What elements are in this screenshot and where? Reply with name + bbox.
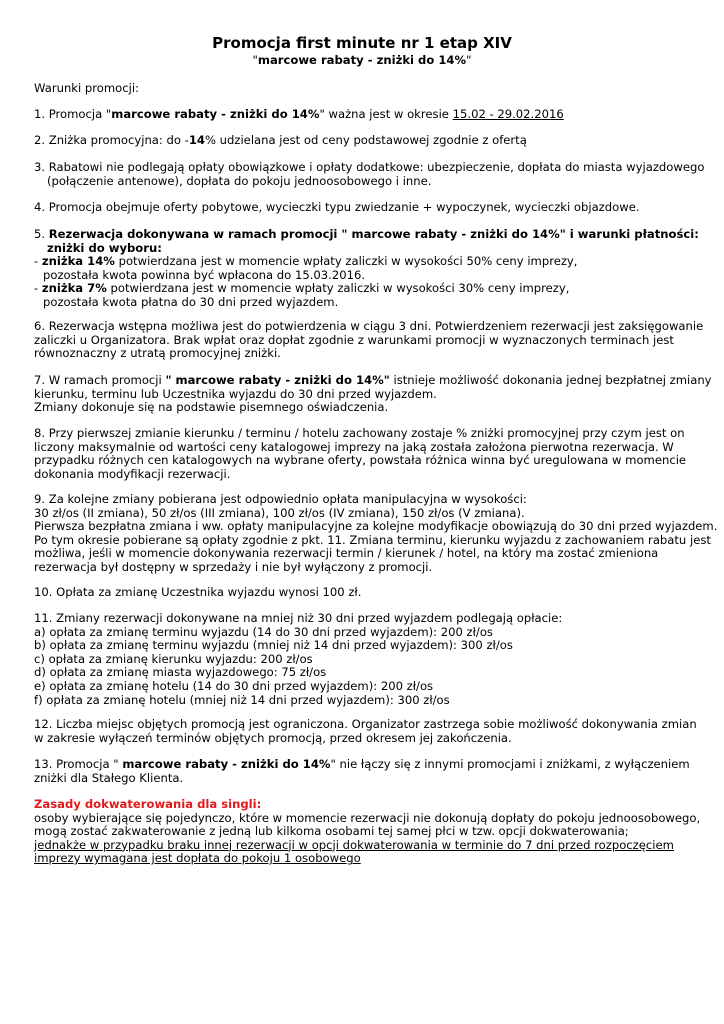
page-subtitle xyxy=(0,53,724,67)
condition-7-promo-name: " marcowe rabaty - zniżki do 14%" xyxy=(165,373,390,387)
subtitle-quote-open: " xyxy=(252,53,258,67)
bullet-dash: - xyxy=(34,281,42,296)
condition-13-text: 13. Promocja " xyxy=(34,757,123,771)
condition-2 xyxy=(34,134,694,148)
condition-5-line xyxy=(34,227,699,242)
condition-7-line: Zmiany dokonuje się na podstawie pisemnego oświadczenia. xyxy=(34,400,389,415)
condition-1 xyxy=(34,108,694,122)
condition-5-line: pozostała kwota płatna do 30 dni przed wyjazdem. xyxy=(43,294,339,309)
condition-5 xyxy=(34,227,699,310)
condition-2-discount: 14 xyxy=(188,133,205,147)
singles-heading: Zasady dokwaterowania dla singli: xyxy=(34,797,262,811)
condition-6-line: zaliczki u Organizatora. Brak wpłat oraz dopłat zgodnie z warunkami promocji w wyznaczonych terminach jest xyxy=(34,332,674,347)
condition-2-text-2: % udzielana jest od ceny podstawowej zgodnie z ofertą xyxy=(204,133,527,147)
condition-7-line: kierunku, terminu lub Uczestnika wyjazdu do 30 dni przed wyjazdem. xyxy=(34,386,437,401)
condition-13-line: zniżki dla Stałego Klienta. xyxy=(34,770,184,785)
condition-13-text-2: " nie łączy się z innymi promocjami i zniżkami, z wyłączeniem xyxy=(330,757,690,771)
singles-line: osoby wybierające się pojedynczo, które w momencie rezerwacji nie dokonują dopłaty do pokoju jednoosobowego, xyxy=(34,810,701,825)
condition-8-line: 8. Przy pierwszej zmianie kierunku / terminu / hotelu zachowany zostaje % zniżki promocyjnej przy czym jest on xyxy=(34,426,685,440)
condition-11 xyxy=(34,612,694,707)
condition-10: 10. Opłata za zmianę Uczestnika wyjazdu wynosi 100 zł. xyxy=(34,585,362,599)
intro-text: Warunki promocji: xyxy=(34,81,139,95)
condition-7-text-2: istnieje możliwość dokonania jednej bezpłatnej zmiany xyxy=(389,373,712,387)
condition-13 xyxy=(34,758,694,785)
condition-9-fees: 30 zł/os (II zmiana), 50 zł/os (III zmiana), 100 zł/os (IV zmiana), 150 zł/os (V zmiana). xyxy=(34,505,525,520)
condition-6-line: 6. Rezerwacja wstępna możliwa jest do potwierdzenia w ciągu 3 dni. Potwierdzeniem rezerwacji jest zaksięgowanie xyxy=(34,319,704,333)
condition-13-promo-name: marcowe rabaty - zniżki do 14% xyxy=(122,757,331,771)
condition-5-line: pozostała kwota powinna być wpłacona do 15.03.2016. xyxy=(43,267,366,282)
condition-12-line: w zakresie wyłączeń terminów objętych promocją, przed okresem jej zakończenia. xyxy=(34,730,512,745)
fee-item: d) opłata za zmianę miasta wyjazdowego: 75 zł/os xyxy=(34,665,327,680)
condition-6 xyxy=(34,319,704,361)
subtitle-quote-close: " xyxy=(466,53,472,67)
condition-8 xyxy=(34,427,694,481)
condition-3 xyxy=(34,160,705,188)
condition-1-text: 1. Promocja " xyxy=(34,107,112,121)
condition-5-number: 5. xyxy=(34,227,49,241)
condition-8-line: dokonania modyfikacji rezerwacji. xyxy=(34,466,231,481)
option-14-label: zniżka 14% xyxy=(41,254,115,269)
condition-8-line: liczony maksymalnie od wartości ceny katalogowej imprezy na jaką została założona pierwotna rezerwacja. W xyxy=(34,439,674,454)
condition-1-date-range: 15.02 - 29.02.2016 xyxy=(452,107,564,121)
option-7-label: zniżka 7% xyxy=(41,281,107,296)
condition-9-line: Po tym okresie pobierane są opłaty zgodnie z pkt. 11. Zmiana terminu, kierunku wyjazdu z zachowaniem rabatu jest xyxy=(34,532,711,547)
condition-9-line: możliwa, jeśli w momencie dokonywania rezerwacji termin / kierunek / hotel, na który ma zostać zmieniona xyxy=(34,546,659,561)
condition-5-option-14 xyxy=(34,255,694,269)
condition-1-text-2: " ważna jest w okresie xyxy=(319,107,453,121)
option-14-text: potwierdzana jest w momencie wpłaty zaliczki w wysokości 50% ceny imprezy, xyxy=(114,254,578,269)
condition-3-line: (połączenie antenowe), dopłata do pokoju jednoosobowego i inne. xyxy=(47,173,432,188)
bullet-dash: - xyxy=(34,254,42,269)
condition-1-promo-name: marcowe rabaty - zniżki do 14% xyxy=(111,107,320,121)
condition-9-line: Pierwsza bezpłatna zmiana i ww. opłaty manipulacyjne za kolejne modyfikacje obowiązują do 30 dni przed wyjazdem. xyxy=(34,519,718,534)
page-title: Promocja first minute nr 1 etap XIV xyxy=(212,34,512,52)
fee-item: b) opłata za zmianę terminu wyjazdu (mniej niż 14 dni przed wyjazdem): 300 zł/os xyxy=(34,638,513,653)
condition-2-text: 2. Zniżka promocyjna: do - xyxy=(34,133,189,147)
fee-item: f) opłata za zmianę hotelu (mniej niż 14 dni przed wyjazdem): 300 zł/os xyxy=(34,692,450,707)
condition-13-line xyxy=(34,758,694,772)
condition-9-line: 9. Za kolejne zmiany pobierana jest odpowiednio opłata manipulacyjna w wysokości: xyxy=(34,492,527,506)
condition-5-heading: Rezerwacja dokonywana w ramach promocji " marcowe rabaty - zniżki do 14%" i warunki płatności: xyxy=(48,227,699,241)
fee-item: a) opłata za zmianę terminu wyjazdu (14 do 30 dni przed wyjazdem): 200 zł/os xyxy=(34,624,493,639)
singles-line: mogą zostać zakwaterowanie z jedną lub kilkoma osobami tej samej płci w tzw. opcji dokwaterowania; xyxy=(34,824,629,839)
condition-11-line: 11. Zmiany rezerwacji dokonywane na mniej niż 30 dni przed wyjazdem podlegają opłacie: xyxy=(34,611,563,625)
condition-5-subheading: zniżki do wyboru: xyxy=(47,240,162,255)
singles-section xyxy=(34,797,701,866)
condition-12 xyxy=(34,717,697,745)
singles-underlined-line: jednakże w przypadku braku innej rezerwacji w opcji dokwaterowania w terminie do 7 dni przed rozpoczęciem xyxy=(34,837,674,852)
subtitle-promo-name: marcowe rabaty - zniżki do 14% xyxy=(257,53,467,67)
fee-item: c) opłata za zmianę kierunku wyjazdu: 200 zł/os xyxy=(34,651,313,666)
condition-12-line: 12. Liczba miejsc objętych promocją jest ograniczona. Organizator zastrzega sobie możliwość dokonywania zmian xyxy=(34,717,697,731)
condition-6-line: równoznaczny z utratą promocyjnej zniżki. xyxy=(34,346,281,361)
condition-7-line xyxy=(34,373,712,388)
fee-item: e) opłata za zmianę hotelu (14 do 30 dni przed wyjazdem): 200 zł/os xyxy=(34,678,434,693)
condition-7-text: 7. W ramach promocji xyxy=(34,373,166,387)
singles-underlined-line: imprezy wymagana jest dopłata do pokoju 1 osobowego xyxy=(34,851,361,866)
condition-5-option-7 xyxy=(34,282,694,296)
condition-7 xyxy=(34,373,712,415)
condition-9-line: rezerwacja był dostępny w sprzedaży i nie był wyłączony z promocji. xyxy=(34,559,433,574)
condition-9 xyxy=(34,492,718,575)
condition-8-line: przypadku różnych cen katalogowych na wybrane oferty, powstała różnica winna być uregulowana w momencie xyxy=(34,453,687,468)
option-7-text: potwierdzana jest w momencie wpłaty zaliczki w wysokości 30% ceny imprezy, xyxy=(106,281,570,296)
condition-3-line: 3. Rabatowi nie podlegają opłaty obowiązkowe i opłaty dodatkowe: ubezpieczenie, dopłata do miasta wyjazdowego xyxy=(34,160,705,174)
condition-4: 4. Promocja obejmuje oferty pobytowe, wycieczki typu zwiedzanie + wypoczynek, wycieczki objazdowe. xyxy=(34,200,640,214)
